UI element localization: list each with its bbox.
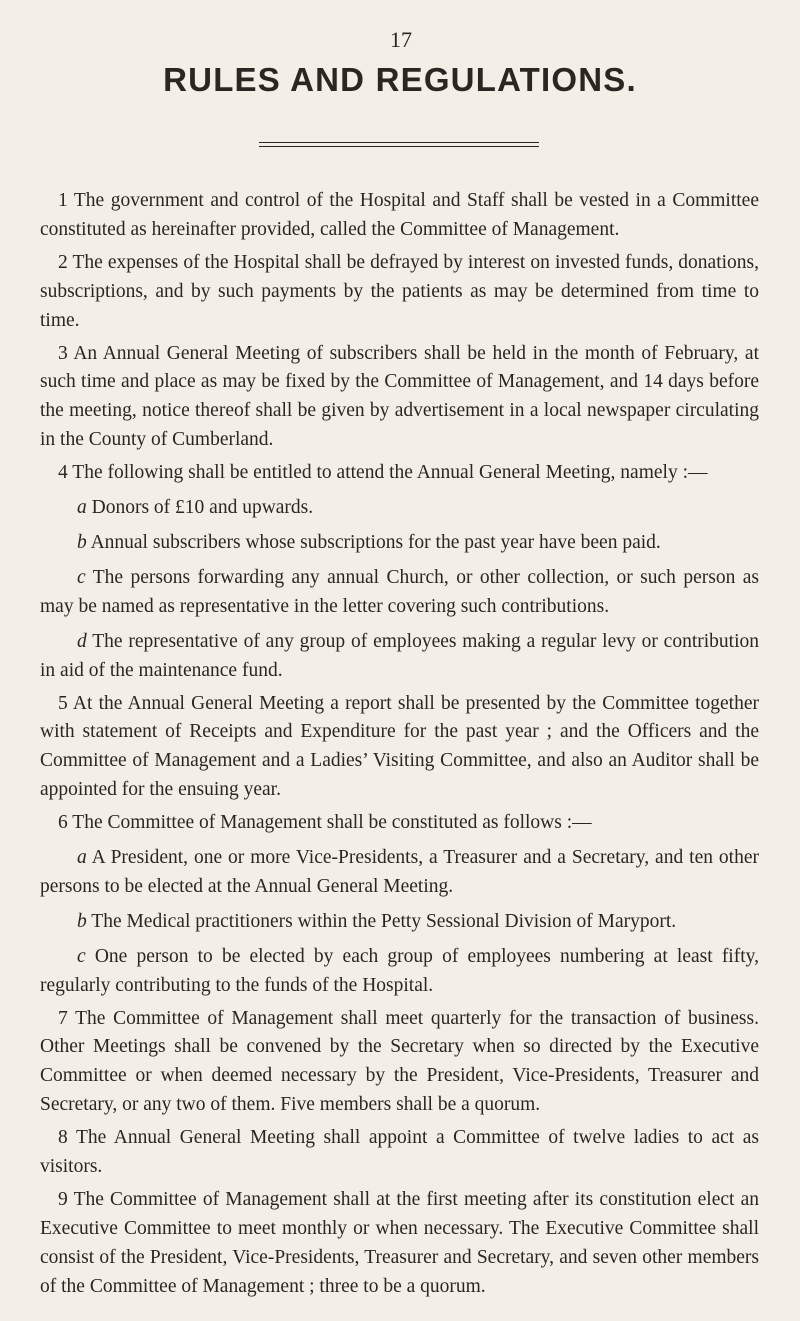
clause-text: One person to be elected by each group of employees numbering at least fifty, regularly contributing to the funds of the Hospital. xyxy=(40,945,759,996)
clause-letter: c xyxy=(77,945,86,967)
rule-paragraph xyxy=(40,1124,759,1182)
rule-number: 9 xyxy=(58,1189,68,1210)
rule-paragraph xyxy=(40,1186,759,1302)
rule-paragraph xyxy=(40,690,759,806)
title-rule-bottom xyxy=(259,146,539,147)
rule-number: 3 xyxy=(58,342,68,364)
clause-letter: c xyxy=(77,566,86,588)
rule-text: The Committee of Management shall meet quarterly for the transaction of business. Other Meetings shall be convened by the Secretary when so directed by the Executive Committee or when deemed necessary by the President, Vice-Presidents, Treasurer and Secretary, or any two of them. Five members shall be a quorum. xyxy=(40,1007,759,1116)
rule-paragraph xyxy=(40,1005,759,1121)
rule-paragraph xyxy=(40,809,759,838)
rule-text: The expenses of the Hospital shall be defrayed by interest on invested funds, donations, subscriptions, and by such payments by the patients as may be determined from time to time. xyxy=(40,251,759,331)
rule-number: 4 xyxy=(58,462,68,484)
rule-paragraph xyxy=(40,187,759,245)
rule-text: The following shall be entitled to attend the Annual General Meeting, namely :— xyxy=(72,462,708,484)
rule-text: The Committee of Management shall at the first meeting after its constitution elect an Executive Committee to meet monthly or when necessary. The Executive Committee shall consist of the President, Vice-Presidents, Treasurer and Secretary, and seven other members of the Committee of Management ; three to be a quorum. xyxy=(40,1189,759,1297)
clause-letter: d xyxy=(77,630,87,652)
rule-paragraph xyxy=(40,340,759,456)
rule-text: At the Annual General Meeting a report shall be presented by the Committee together with statement of Receipts and Expenditure for the past year ; and the Officers and the Committee of Management and a Ladies’ Visiting Committee, and also an Auditor shall be appointed for the ensuing year. xyxy=(40,692,759,801)
page-number: 17 xyxy=(390,27,412,52)
sub-clause xyxy=(40,628,759,686)
sub-clause xyxy=(40,564,759,622)
rule-number: 7 xyxy=(58,1007,68,1029)
clause-text: Donors of £10 and upwards. xyxy=(91,497,314,519)
clause-letter: b xyxy=(77,910,87,932)
rule-number: 5 xyxy=(58,692,68,714)
clause-text: Annual subscribers whose subscriptions for the past year have been paid. xyxy=(90,531,661,553)
clause-letter: a xyxy=(77,847,87,869)
clause-letter: b xyxy=(77,531,87,553)
sub-clause xyxy=(40,943,759,1001)
rule-text: The Annual General Meeting shall appoint a Committee of twelve ladies to act as visitors. xyxy=(40,1127,759,1178)
rule-paragraph xyxy=(40,459,759,488)
clause-text: A President, one or more Vice-Presidents, a Treasurer and a Secretary, and ten other persons to be elected at the Annual General Meeting. xyxy=(40,847,759,897)
clause-text: The persons forwarding any annual Church, or other collection, or such person as may be named as representative in the letter covering such contributions. xyxy=(40,566,759,617)
title-rule-top xyxy=(259,142,539,143)
sub-clause xyxy=(40,844,759,902)
rule-number: 8 xyxy=(58,1127,68,1149)
sub-clause xyxy=(40,494,759,523)
sub-clause xyxy=(40,908,759,937)
rules-list xyxy=(40,187,759,1302)
clause-letter: a xyxy=(77,497,87,519)
clause-text: The Medical practitioners within the Petty Sessional Division of Maryport. xyxy=(91,910,677,932)
clause-text: The representative of any group of employees making a regular levy or contribution in aid of the maintenance fund. xyxy=(40,630,759,681)
rule-number: 2 xyxy=(58,251,68,273)
rule-text: An Annual General Meeting of subscribers shall be held in the month of February, at such time and place as may be fixed by the Committee of Management, and 14 days before the meeting, notice thereof shall be given by advertisement in a local newspaper circulating in the County of Cumberland. xyxy=(40,342,759,451)
rule-paragraph xyxy=(40,249,759,336)
rule-text: The government and control of the Hospital and Staff shall be vested in a Committee constituted as hereinafter provided, called the Committee of Management. xyxy=(40,190,759,240)
rule-number: 1 xyxy=(58,190,68,211)
rule-number: 6 xyxy=(58,812,68,834)
page-title: RULES AND REGULATIONS. xyxy=(163,61,637,98)
rule-text: The Committee of Management shall be constituted as follows :— xyxy=(72,812,592,834)
sub-clause xyxy=(40,529,759,558)
